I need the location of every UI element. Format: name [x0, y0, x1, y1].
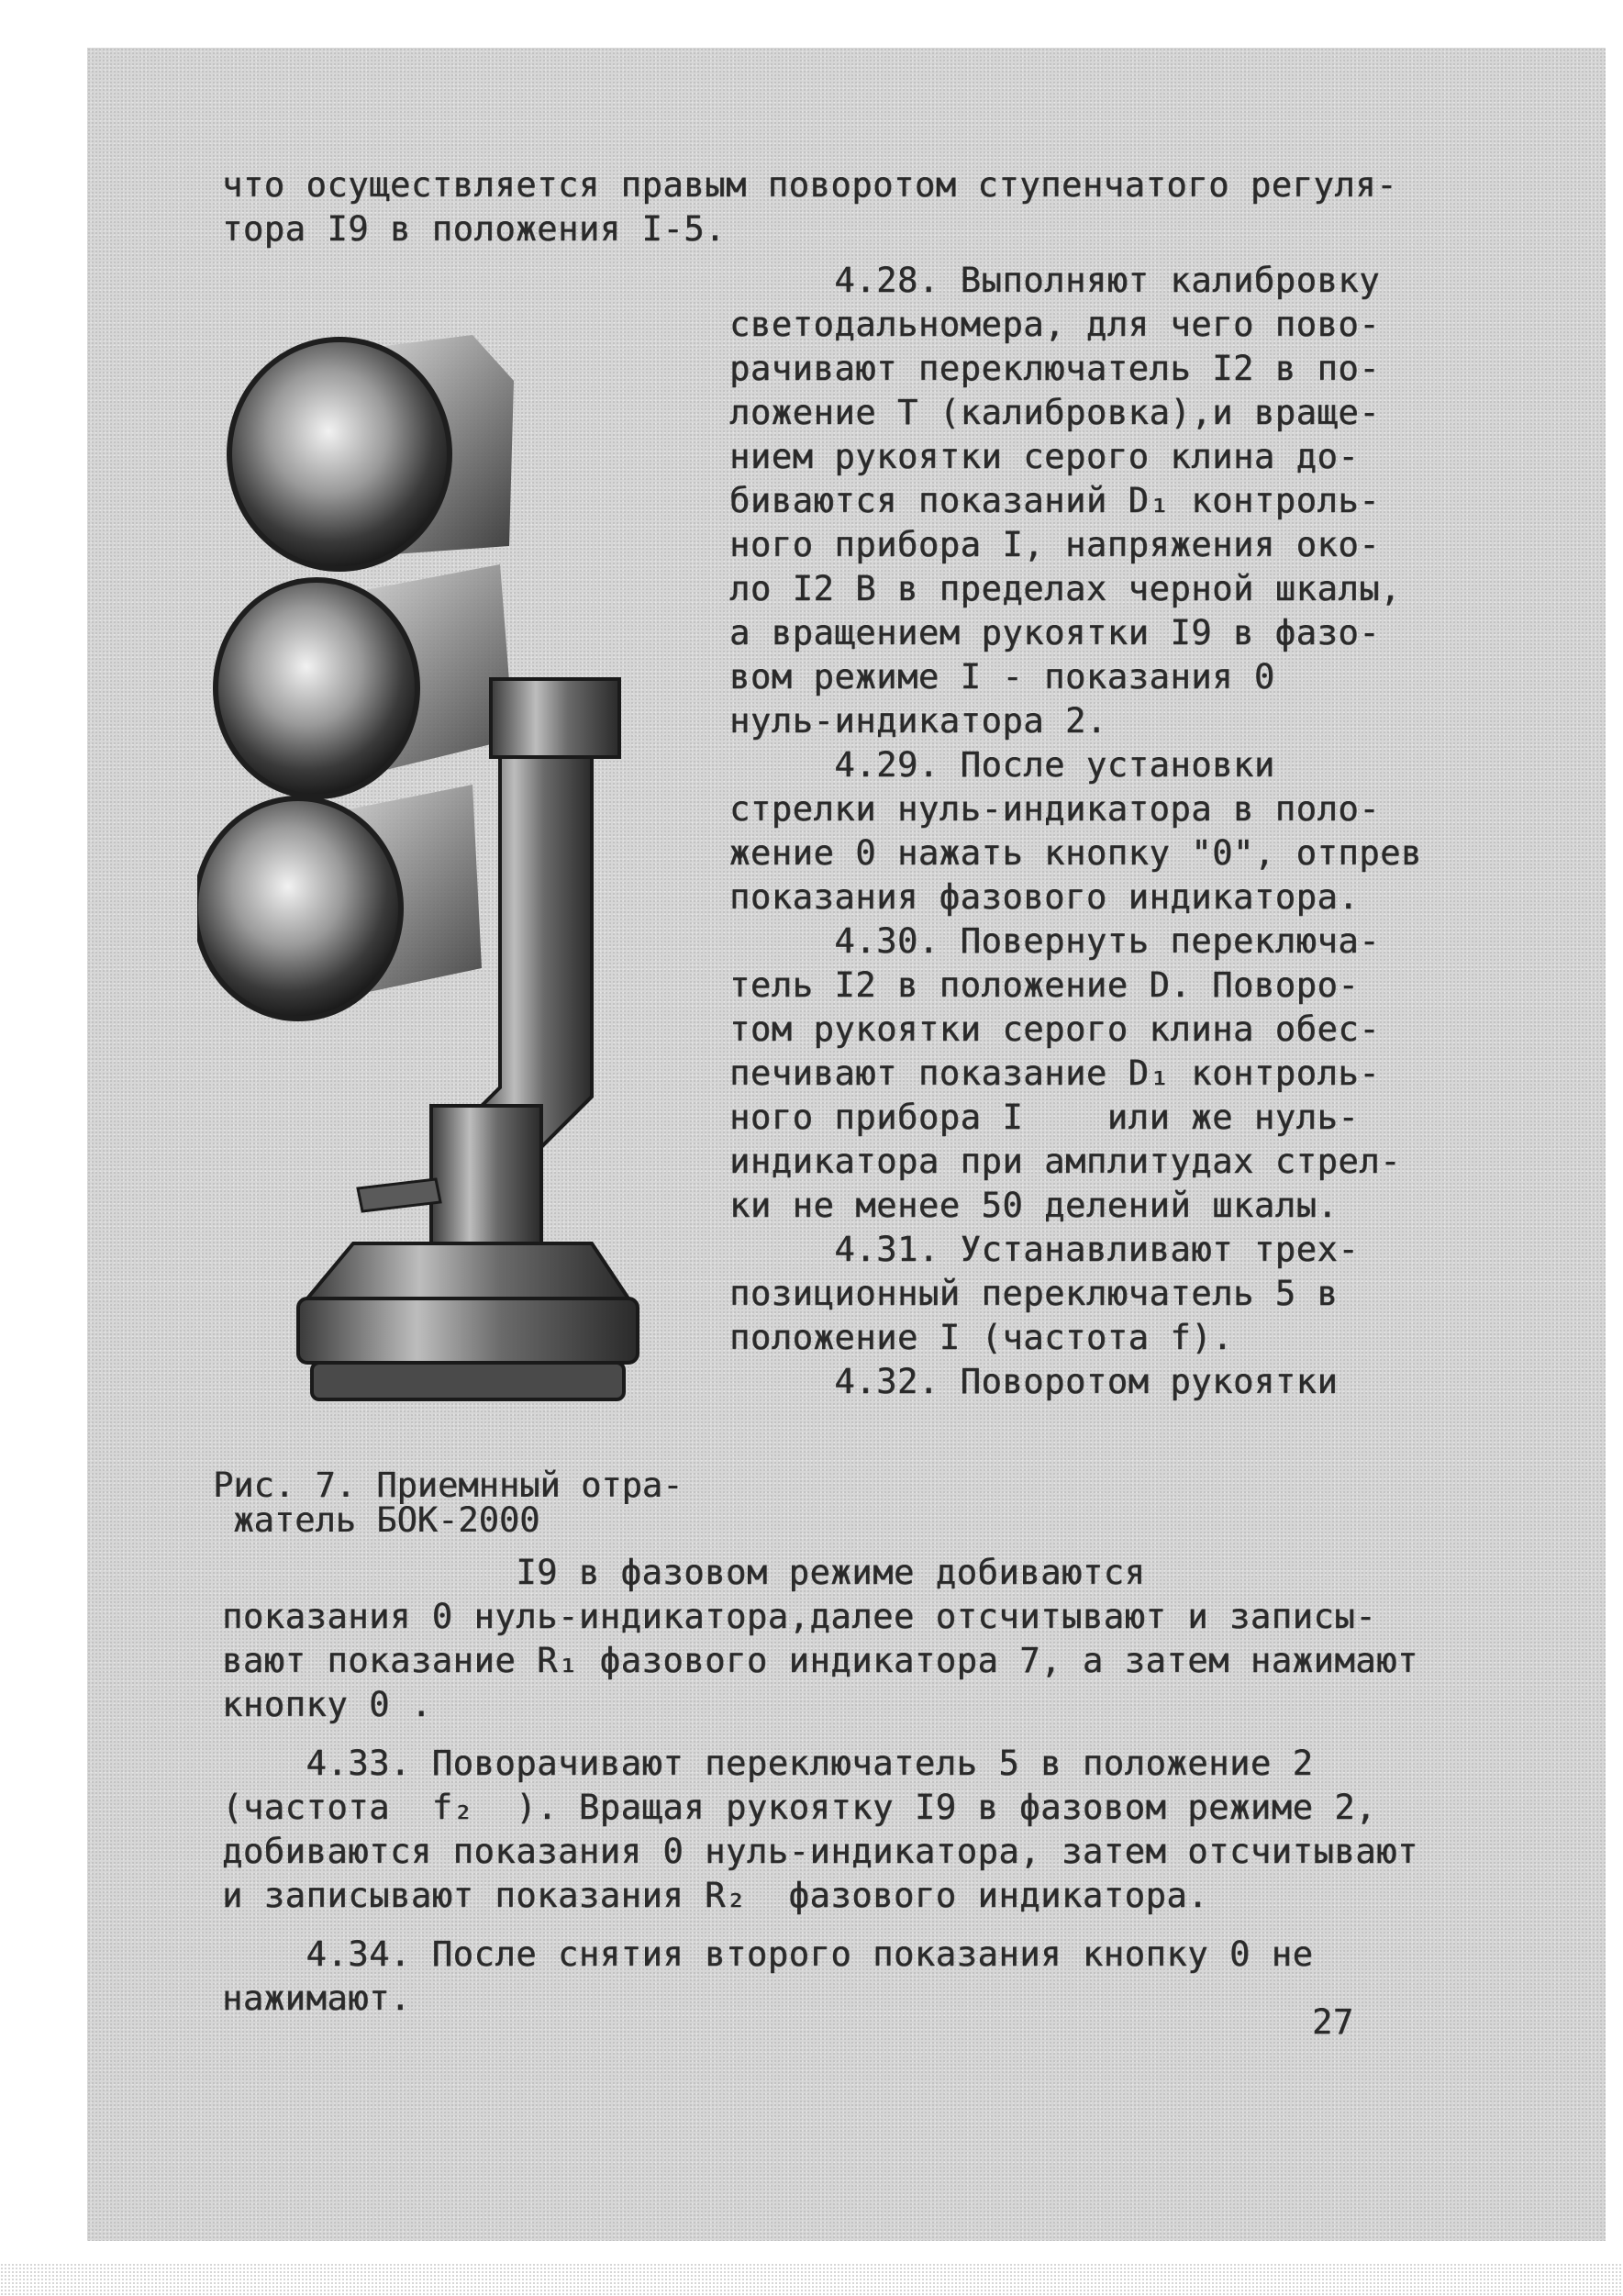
text-line: 4.33. Поворачивают переключатель 5 в положение 2: [222, 1744, 1314, 1783]
text-line: 4.30. Повернуть переключа-: [729, 921, 1381, 961]
reflector-figure: [197, 326, 684, 1445]
intro-line-1: что осуществляется правым поворотом ступенчатого регуля-: [222, 165, 1398, 205]
text-line: 4.32. Поворотом рукоятки: [729, 1362, 1339, 1401]
text-line: и записывают показания R₂ фазового индикатора.: [222, 1876, 1209, 1915]
text-line: печивают показание D₁ контроль-: [729, 1053, 1381, 1093]
text-line: вают показание R₁ фазового индикатора 7, а затем нажимают: [222, 1641, 1418, 1680]
text-line: позиционный переключатель 5 в: [729, 1274, 1339, 1313]
text-line: 4.31. Устанавливают трех-: [729, 1230, 1360, 1269]
figure-caption: [213, 1468, 708, 1538]
text-line: ного прибора I или же нуль-: [729, 1098, 1360, 1137]
text-line: (частота f₂ ). Вращая рукоятку I9 в фазовом режиме 2,: [222, 1788, 1377, 1827]
text-line: светодальномера, для чего пово-: [729, 305, 1381, 344]
text-line: показания фазового индикатора.: [729, 877, 1360, 917]
text-line: ложение Т (калибровка),и враще-: [729, 393, 1381, 432]
text-line: вом режиме I - показания 0: [729, 657, 1275, 697]
text-line: I9 в фазовом режиме добиваются: [222, 1553, 1146, 1592]
text-line: ло I2 В в пределах черной шкалы,: [729, 569, 1402, 608]
text-line: кнопку 0 .: [222, 1685, 432, 1724]
text-line: показания 0 нуль-индикатора,далее отсчитывают и записы-: [222, 1597, 1377, 1636]
text-line: добиваются показания 0 нуль-индикатора, затем отсчитывают: [222, 1832, 1418, 1871]
text-line: 4.34. После снятия второго показания кнопку 0 не: [222, 1934, 1314, 1974]
text-line: жение 0 нажать кнопку "0", отпрев: [729, 833, 1422, 873]
text-line: а вращением рукоятки I9 в фазо-: [729, 613, 1381, 652]
caption-line-2: жатель БОК-2000: [213, 1500, 540, 1540]
text-line: 4.29. После установки: [729, 745, 1275, 785]
text-line: стрелки нуль-индикатора в поло-: [729, 789, 1381, 829]
text-line: том рукоятки серого клина обес-: [729, 1009, 1381, 1049]
caption-line-1: Рис. 7. Приемнный отра-: [213, 1466, 684, 1505]
page-number: 27: [1312, 2002, 1354, 2042]
text-line: нуль-индикатора 2.: [729, 701, 1107, 741]
text-line: ного прибора I, напряжения око-: [729, 525, 1381, 564]
text-line: индикатора при амплитудах стрел-: [729, 1142, 1402, 1181]
text-line: нием рукоятки серого клина до-: [729, 437, 1360, 476]
text-line: нажимают.: [222, 1978, 411, 2018]
text-line: рачивают переключатель I2 в по-: [729, 349, 1381, 388]
intro-line-2: тора I9 в положения I-5.: [222, 209, 727, 249]
text-line: ки не менее 50 делений шкалы.: [729, 1186, 1339, 1225]
text-line: биваются показаний D₁ контроль-: [729, 481, 1381, 520]
text-line: тель I2 в положение D. Поворо-: [729, 965, 1360, 1005]
scan-edge-strip: [0, 2263, 1623, 2296]
text-line: положение I (частота f).: [729, 1318, 1234, 1357]
text-line: 4.28. Выполняют калибровку: [729, 261, 1381, 300]
